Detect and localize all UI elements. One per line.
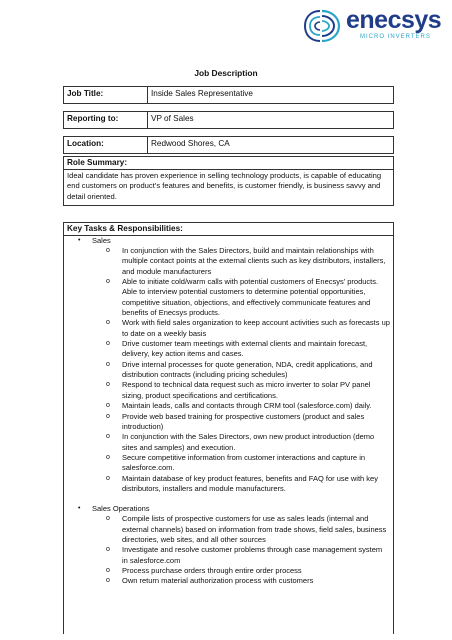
list-item: o Drive customer team meetings with external clients and maintain forecast, delivery, key action items and cases. [106, 339, 368, 359]
section-title: Sales [92, 236, 111, 245]
location-label: Location: [64, 137, 148, 154]
job-title-value: Inside Sales Representative [148, 87, 394, 104]
list-item: o Provide web based training for prospective customers (product and sales introduction) [106, 411, 365, 431]
enecsys-swirl-logo-icon [302, 8, 342, 44]
job-title-row [64, 87, 394, 104]
list-item: o Respond to technical data request such as micro inverter to solar PV panel sizing, product specifications and certifications. [106, 380, 371, 400]
list-item: o Own return material authorization process with customers [106, 576, 314, 586]
key-tasks-body [64, 236, 393, 587]
circle-bullet-icon: o [106, 546, 110, 554]
location-row [64, 137, 394, 154]
key-tasks-heading: Key Tasks & Responsibilities: [64, 223, 393, 236]
list-item: o Maintain leads, calls and contacts through CRM tool (salesforce.com) daily. [106, 401, 372, 411]
job-info-table [63, 86, 394, 154]
section-sales [70, 236, 390, 246]
sales-operations-items-list [70, 514, 390, 586]
job-title-label: Job Title: [64, 87, 148, 104]
list-item: o Secure competitive information from customer interactions and capture in salesforce.com. [106, 452, 366, 473]
logo-wordmark: enecsys [346, 6, 442, 34]
reporting-to-value: VP of Sales [148, 112, 394, 129]
circle-bullet-icon: o [106, 278, 110, 286]
document-title: Job Description [194, 68, 258, 78]
logo-tagline: MICRO INVERTERS [360, 34, 431, 40]
list-item: o Able to initiate cold/warm calls with potential customers of Enecsys’ products. Able to interview potential customers to determine potential opportunities, competitive situation, objections, and effectively communicate features and benefits of Enecsys products. [106, 277, 379, 318]
list-item: o Compile lists of prospective customers for use as sales leads (internal and external channels) based on information from trade shows, field sales, business directories, web sites, and all other sources [106, 514, 387, 544]
circle-bullet-icon: o [106, 566, 110, 574]
role-summary-box [63, 156, 394, 206]
sales-items-list [70, 246, 390, 494]
circle-bullet-icon: o [106, 381, 110, 389]
circle-bullet-icon: o [106, 247, 110, 254]
section-sales-operations [70, 504, 390, 514]
circle-bullet-icon: o [106, 433, 110, 441]
circle-bullet-icon: o [106, 453, 110, 461]
section-title: Sales Operations [92, 504, 150, 514]
key-tasks-box [63, 222, 394, 634]
circle-bullet-icon: o [106, 340, 110, 348]
bullet-icon: • [78, 505, 81, 513]
list-item: o In conjunction with the Sales Directors, build and maintain relationships with multiple contact points at the external clients such as key distributors, installers, and module manufacturers [106, 246, 386, 276]
location-value: Redwood Shores, CA [148, 137, 394, 154]
circle-bullet-icon: o [106, 412, 110, 420]
circle-bullet-icon: o [106, 474, 110, 482]
circle-bullet-icon: o [106, 360, 110, 368]
list-item: o Work with field sales organization to keep account activities such as forecasts up to date on a weekly basis [106, 318, 390, 338]
list-item: o Maintain database of key product features, benefits and FAQ for use with key distributors, installers and module manufacturers. [106, 473, 378, 493]
list-item: o Process purchase orders through entire order process [106, 565, 302, 575]
list-item: o Drive internal processes for quote generation, NDA, credit applications, and distribution contracts (including pricing schedules) [106, 359, 373, 380]
role-summary-heading: Role Summary: [64, 157, 393, 170]
list-item: o Investigate and resolve customer problems through case management system in salesforce.com [106, 545, 383, 565]
circle-bullet-icon: o [106, 515, 110, 523]
reporting-to-label: Reporting to: [64, 112, 148, 129]
circle-bullet-icon: o [106, 319, 110, 327]
circle-bullet-icon: o [106, 402, 110, 410]
company-logo [302, 8, 442, 44]
bullet-icon: • [78, 237, 81, 244]
role-summary-text: Ideal candidate has proven experience in selling technology products, is capable of educating end customers on product’s features and benefits, is customer friendly, is business savvy and detail oriented. [67, 171, 382, 201]
list-item: o In conjunction with the Sales Directors, own new product introduction (demo sites and samples) and execution. [106, 432, 375, 452]
reporting-to-row [64, 112, 394, 129]
circle-bullet-icon: o [106, 577, 110, 585]
